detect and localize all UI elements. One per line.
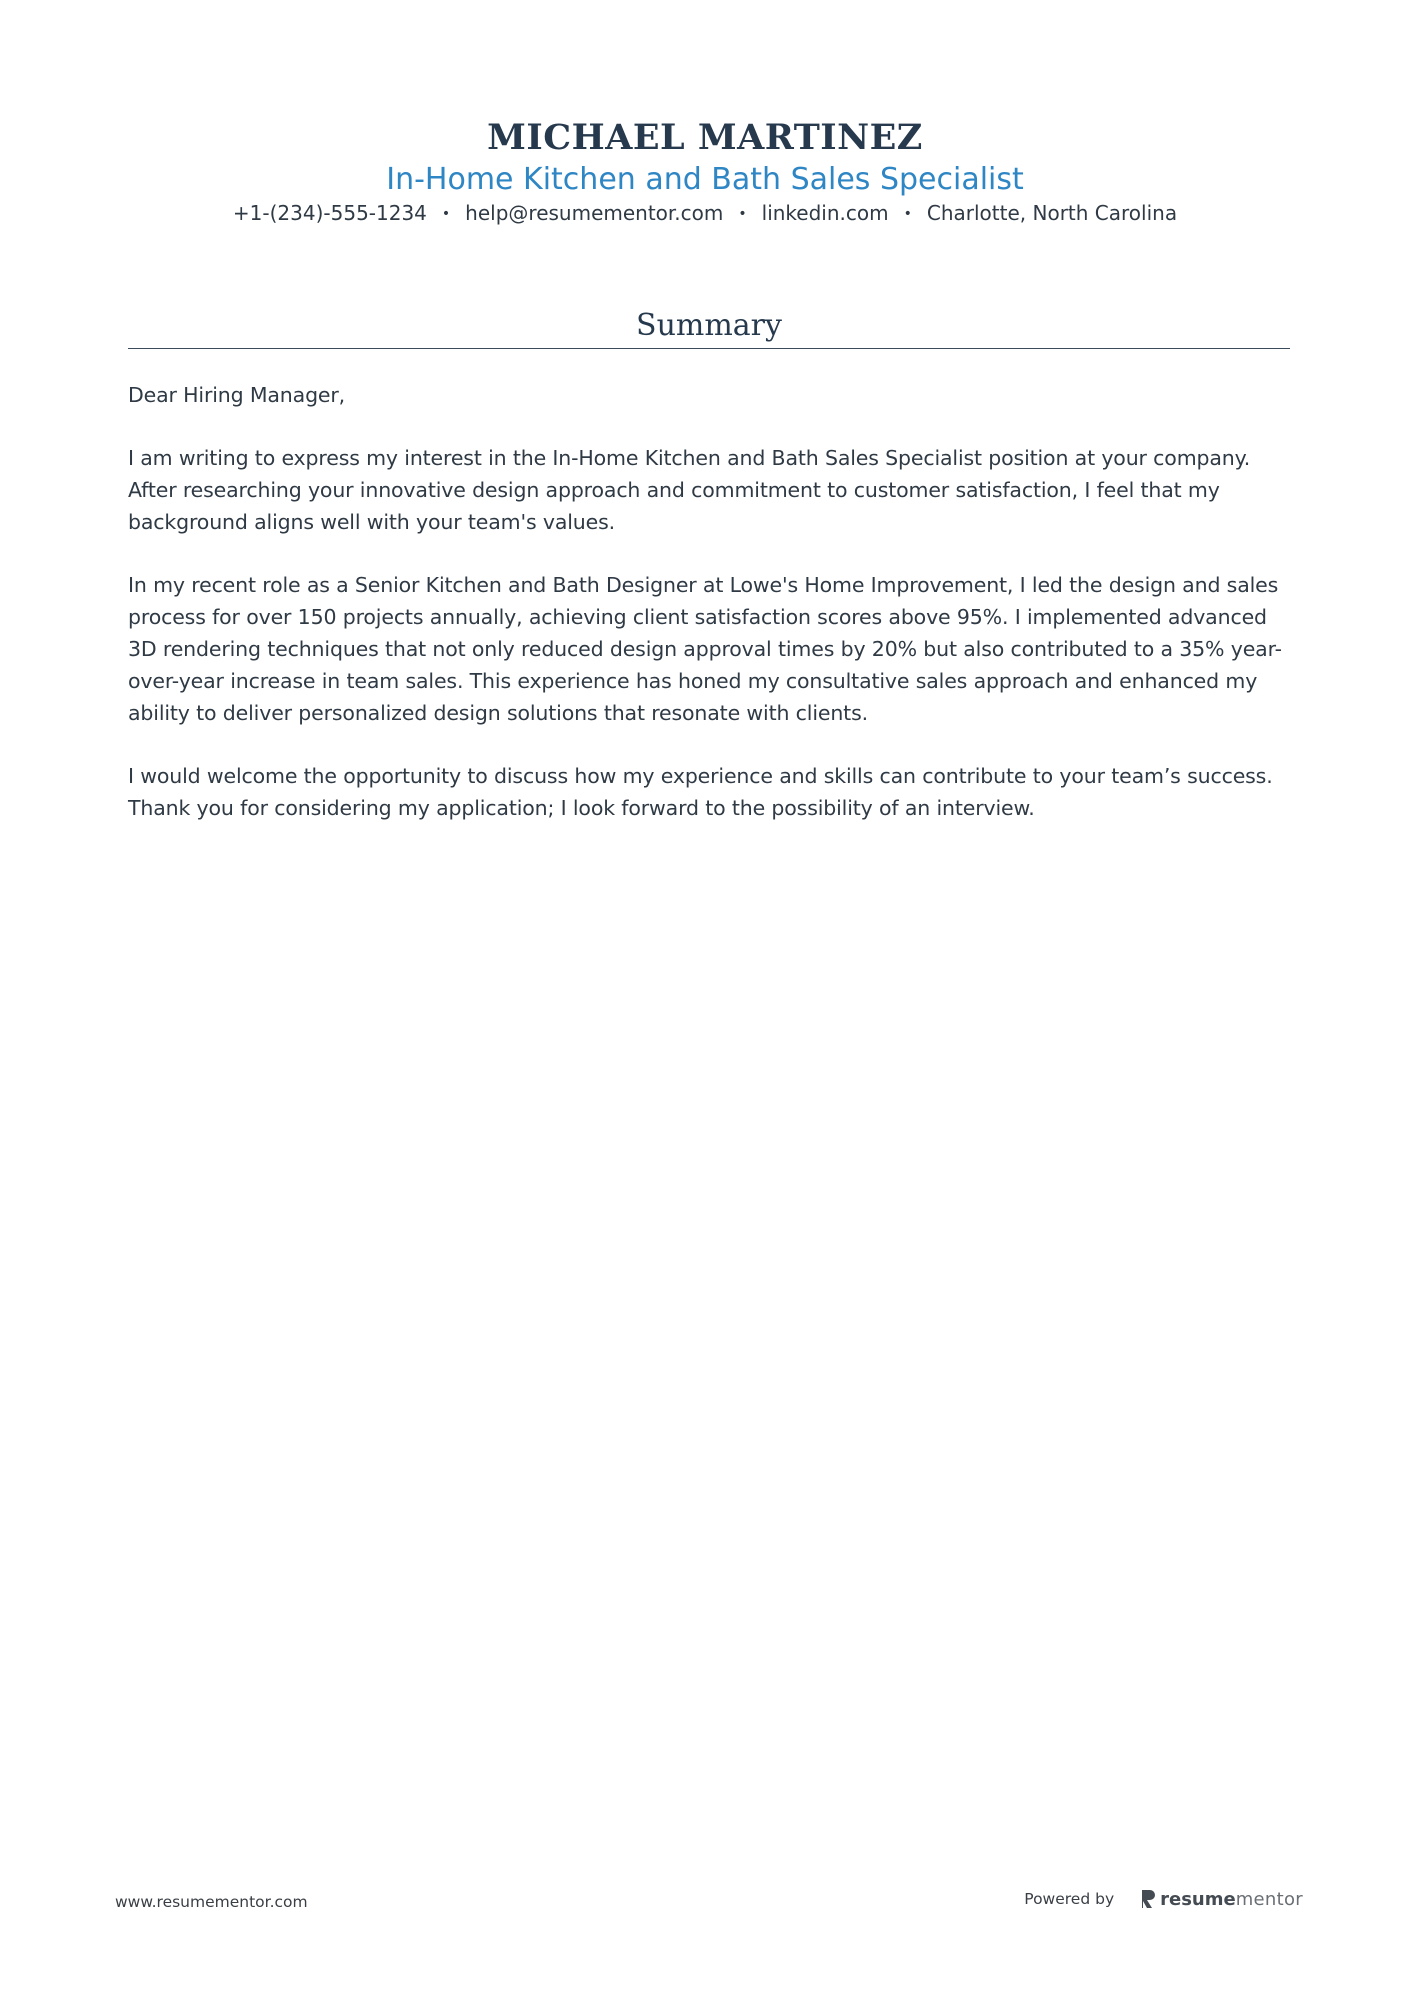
contact-phone: +1-(234)-555-1234 <box>232 201 427 225</box>
brand-name-light: mentor <box>1235 1888 1303 1910</box>
letter-body <box>128 379 1298 855</box>
bullet-separator: • <box>441 206 451 222</box>
resume-header <box>0 115 1410 228</box>
bullet-separator: • <box>738 206 747 222</box>
letter-paragraph: I would welcome the opportunity to discuss how my experience and skills can contribute to your team’s success. Thank you for considering my application; I look forward to the possibility of an interview. <box>128 764 1273 820</box>
contact-email[interactable]: help@resumementor.com <box>465 201 724 225</box>
footer-branding <box>1024 1888 1303 1910</box>
letter-greeting: Dear Hiring Manager, <box>128 383 346 407</box>
resumementor-logo-icon <box>1140 1888 1156 1910</box>
section-divider <box>128 348 1290 349</box>
contact-location: Charlotte, North Carolina <box>926 201 1178 225</box>
letter-paragraph: I am writing to express my interest in the In-Home Kitchen and Bath Sales Specialist position at your company. After researching your innovative design approach and commitment to customer satisfaction, I feel that my background aligns well with your team's values. <box>128 446 1251 534</box>
powered-by-label: Powered by <box>1024 1890 1115 1908</box>
contact-line <box>0 199 1410 228</box>
brand-name-bold: resume <box>1160 1888 1236 1910</box>
resumementor-logo[interactable] <box>1140 1888 1303 1910</box>
letter-paragraph: In my recent role as a Senior Kitchen and Bath Designer at Lowe's Home Improvement, I led the design and sales process for over 150 projects annually, achieving client satisfaction scores above 95%. I implemented advanced 3D rendering techniques that not only reduced design approval times by 20% but also contributed to a 35% year-over-year increase in team sales. This experience has honed my consultative sales approach and enhanced my ability to deliver personalized design solutions that resonate with clients. <box>128 573 1282 725</box>
job-title: In-Home Kitchen and Bath Sales Specialist <box>386 162 1024 197</box>
footer-website[interactable]: www.resumementor.com <box>115 1893 308 1911</box>
contact-linkedin[interactable]: linkedin.com <box>761 201 889 225</box>
candidate-name: MICHAEL MARTINEZ <box>487 117 923 158</box>
section-title: Summary <box>636 308 782 343</box>
summary-section <box>128 304 1290 349</box>
bullet-separator: • <box>903 206 912 222</box>
